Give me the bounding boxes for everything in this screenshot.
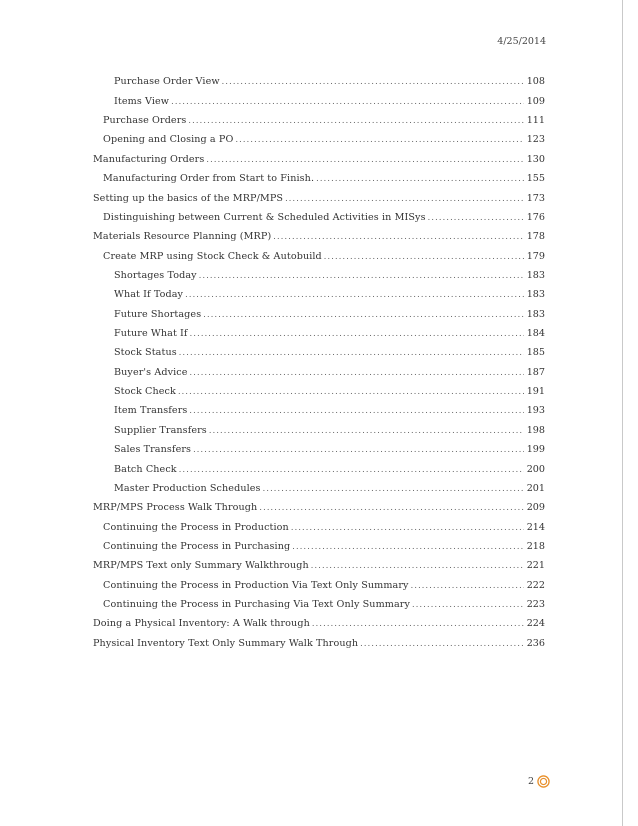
toc-entry[interactable]	[93, 263, 545, 282]
table-of-contents	[93, 69, 545, 650]
toc-entry[interactable]	[93, 282, 545, 301]
toc-entry-page-number: 214	[526, 521, 545, 533]
toc-entry-page-number: 187	[526, 366, 545, 378]
toc-entry[interactable]	[93, 185, 545, 204]
toc-dot-leader	[324, 251, 524, 263]
toc-entry-page-number: 236	[526, 637, 545, 649]
toc-dot-leader	[311, 560, 524, 572]
toc-entry-title[interactable]: MRP/MPS Text only Summary Walkthrough	[93, 560, 309, 572]
toc-entry-title[interactable]: Purchase Orders	[103, 115, 187, 127]
page-footer	[528, 775, 550, 788]
toc-entry-title[interactable]: Stock Check	[114, 386, 176, 398]
toc-entry-page-number: 155	[526, 173, 545, 185]
toc-entry-title[interactable]: Manufacturing Orders	[93, 153, 205, 165]
toc-entry-page-number: 209	[526, 502, 545, 514]
toc-entry-page-number: 222	[526, 579, 545, 591]
toc-entry-title[interactable]: Opening and Closing a PO	[103, 134, 234, 146]
toc-dot-leader	[178, 386, 524, 398]
toc-entry[interactable]	[93, 88, 545, 107]
toc-dot-leader	[171, 96, 524, 108]
toc-entry[interactable]	[93, 69, 545, 88]
toc-dot-leader	[188, 115, 524, 127]
toc-dot-leader	[203, 309, 524, 321]
toc-entry[interactable]	[93, 534, 545, 553]
toc-entry-page-number: 200	[526, 463, 545, 475]
toc-entry[interactable]	[93, 108, 545, 127]
toc-entry[interactable]	[93, 630, 545, 649]
toc-entry-page-number: 183	[526, 289, 545, 301]
toc-entry-page-number: 108	[526, 76, 545, 88]
toc-entry-page-number: 223	[526, 599, 545, 611]
toc-entry-title[interactable]: Sales Transfers	[114, 444, 192, 456]
toc-entry-page-number: 184	[526, 328, 545, 340]
toc-entry[interactable]	[93, 224, 545, 243]
toc-entry-page-number: 130	[526, 153, 545, 165]
toc-entry[interactable]	[93, 611, 545, 630]
toc-dot-leader	[189, 405, 524, 417]
toc-dot-leader	[193, 444, 524, 456]
toc-entry-page-number: 193	[526, 405, 545, 417]
toc-entry[interactable]	[93, 592, 545, 611]
toc-dot-leader	[206, 154, 524, 166]
toc-entry-page-number: 183	[526, 269, 545, 281]
toc-entry-page-number: 179	[526, 250, 545, 262]
toc-entry-page-number: 198	[526, 424, 545, 436]
toc-entry-title[interactable]: Stock Status	[114, 347, 177, 359]
toc-entry-title[interactable]: Future What If	[114, 328, 188, 340]
orange-concentric-circle-icon	[537, 775, 550, 788]
toc-entry[interactable]	[93, 514, 545, 533]
toc-entry-title[interactable]: Supplier Transfers	[114, 424, 207, 436]
toc-entry[interactable]	[93, 127, 545, 146]
toc-entry-title[interactable]: Manufacturing Order from Start to Finish.	[103, 173, 315, 185]
toc-dot-leader	[179, 347, 524, 359]
toc-dot-leader	[360, 638, 524, 650]
toc-entry-title[interactable]: Shortages Today	[114, 269, 197, 281]
toc-dot-leader	[412, 599, 524, 611]
toc-entry-title[interactable]: Purchase Order View	[114, 76, 220, 88]
toc-dot-leader	[273, 231, 524, 243]
toc-entry-page-number: 183	[526, 308, 545, 320]
toc-dot-leader	[285, 193, 524, 205]
toc-dot-leader	[292, 541, 524, 553]
toc-entry-page-number: 191	[526, 386, 545, 398]
toc-dot-leader	[411, 580, 524, 592]
toc-dot-leader	[312, 618, 524, 630]
toc-entry-page-number: 176	[526, 211, 545, 223]
toc-entry[interactable]	[93, 146, 545, 165]
toc-dot-leader	[190, 328, 524, 340]
toc-entry[interactable]	[93, 301, 545, 320]
toc-dot-leader	[428, 212, 524, 224]
toc-dot-leader	[263, 483, 524, 495]
toc-entry[interactable]	[93, 553, 545, 572]
toc-entry-title[interactable]: Continuing the Process in Production Via Text Only Summary	[103, 579, 409, 591]
toc-entry-page-number: 218	[526, 540, 545, 552]
toc-entry-page-number: 221	[526, 560, 545, 572]
toc-entry-title[interactable]: Master Production Schedules	[114, 482, 261, 494]
toc-dot-leader	[179, 464, 524, 476]
toc-entry[interactable]	[93, 340, 545, 359]
toc-entry-title[interactable]: Continuing the Process in Production	[103, 521, 289, 533]
toc-dot-leader	[185, 289, 524, 301]
toc-entry-title[interactable]: Create MRP using Stock Check & Autobuild	[103, 250, 322, 262]
header-date: 4/25/2014	[497, 36, 546, 47]
toc-entry-title[interactable]: Item Transfers	[114, 405, 188, 417]
toc-entry-title[interactable]: Continuing the Process in Purchasing	[103, 540, 291, 552]
toc-entry[interactable]	[93, 166, 545, 185]
toc-entry[interactable]	[93, 456, 545, 475]
toc-entry-title[interactable]: What If Today	[114, 289, 184, 301]
toc-entry[interactable]	[93, 476, 545, 495]
page-edge-divider	[622, 0, 623, 826]
toc-entry-title[interactable]: Setting up the basics of the MRP/MPS	[93, 192, 284, 204]
toc-entry[interactable]	[93, 495, 545, 514]
toc-dot-leader	[316, 173, 524, 185]
toc-entry-page-number: 224	[526, 618, 545, 630]
toc-entry[interactable]	[93, 321, 545, 340]
toc-entry-title[interactable]: Future Shortages	[114, 308, 202, 320]
toc-entry-title[interactable]: Materials Resource Planning (MRP)	[93, 231, 272, 243]
toc-entry[interactable]	[93, 379, 545, 398]
toc-entry[interactable]	[93, 417, 545, 436]
toc-entry[interactable]	[93, 243, 545, 262]
toc-entry-page-number: 111	[526, 115, 545, 127]
toc-entry-title[interactable]: Continuing the Process in Purchasing Via Text Only Summary	[103, 599, 410, 611]
toc-entry-title[interactable]: Physical Inventory Text Only Summary Walk Through	[93, 637, 359, 649]
toc-entry-title[interactable]: Buyer's Advice	[114, 366, 188, 378]
toc-entry-title[interactable]: Distinguishing between Current & Scheduled Activities in MISys	[103, 211, 426, 223]
toc-entry-title[interactable]: Batch Check	[114, 463, 177, 475]
toc-entry-page-number: 123	[526, 134, 545, 146]
toc-dot-leader	[199, 270, 524, 282]
toc-entry-title[interactable]: Items View	[114, 95, 170, 107]
toc-dot-leader	[222, 76, 524, 88]
toc-entry-page-number: 199	[526, 444, 545, 456]
toc-entry-page-number: 178	[526, 231, 545, 243]
toc-dot-leader	[190, 367, 524, 379]
toc-entry-page-number: 109	[526, 95, 545, 107]
toc-dot-leader	[209, 425, 524, 437]
toc-entry[interactable]	[93, 437, 545, 456]
toc-entry-page-number: 185	[526, 347, 545, 359]
toc-dot-leader	[259, 502, 524, 514]
page-number: 2	[527, 776, 534, 787]
toc-entry-page-number: 201	[526, 482, 545, 494]
toc-entry[interactable]	[93, 205, 545, 224]
toc-entry-title[interactable]: Doing a Physical Inventory: A Walk through	[93, 618, 310, 630]
toc-dot-leader	[291, 522, 524, 534]
toc-dot-leader	[235, 134, 524, 146]
toc-entry[interactable]	[93, 359, 545, 378]
toc-entry[interactable]	[93, 572, 545, 591]
toc-entry-page-number: 173	[526, 192, 545, 204]
toc-entry-title[interactable]: MRP/MPS Process Walk Through	[93, 502, 258, 514]
toc-entry[interactable]	[93, 398, 545, 417]
